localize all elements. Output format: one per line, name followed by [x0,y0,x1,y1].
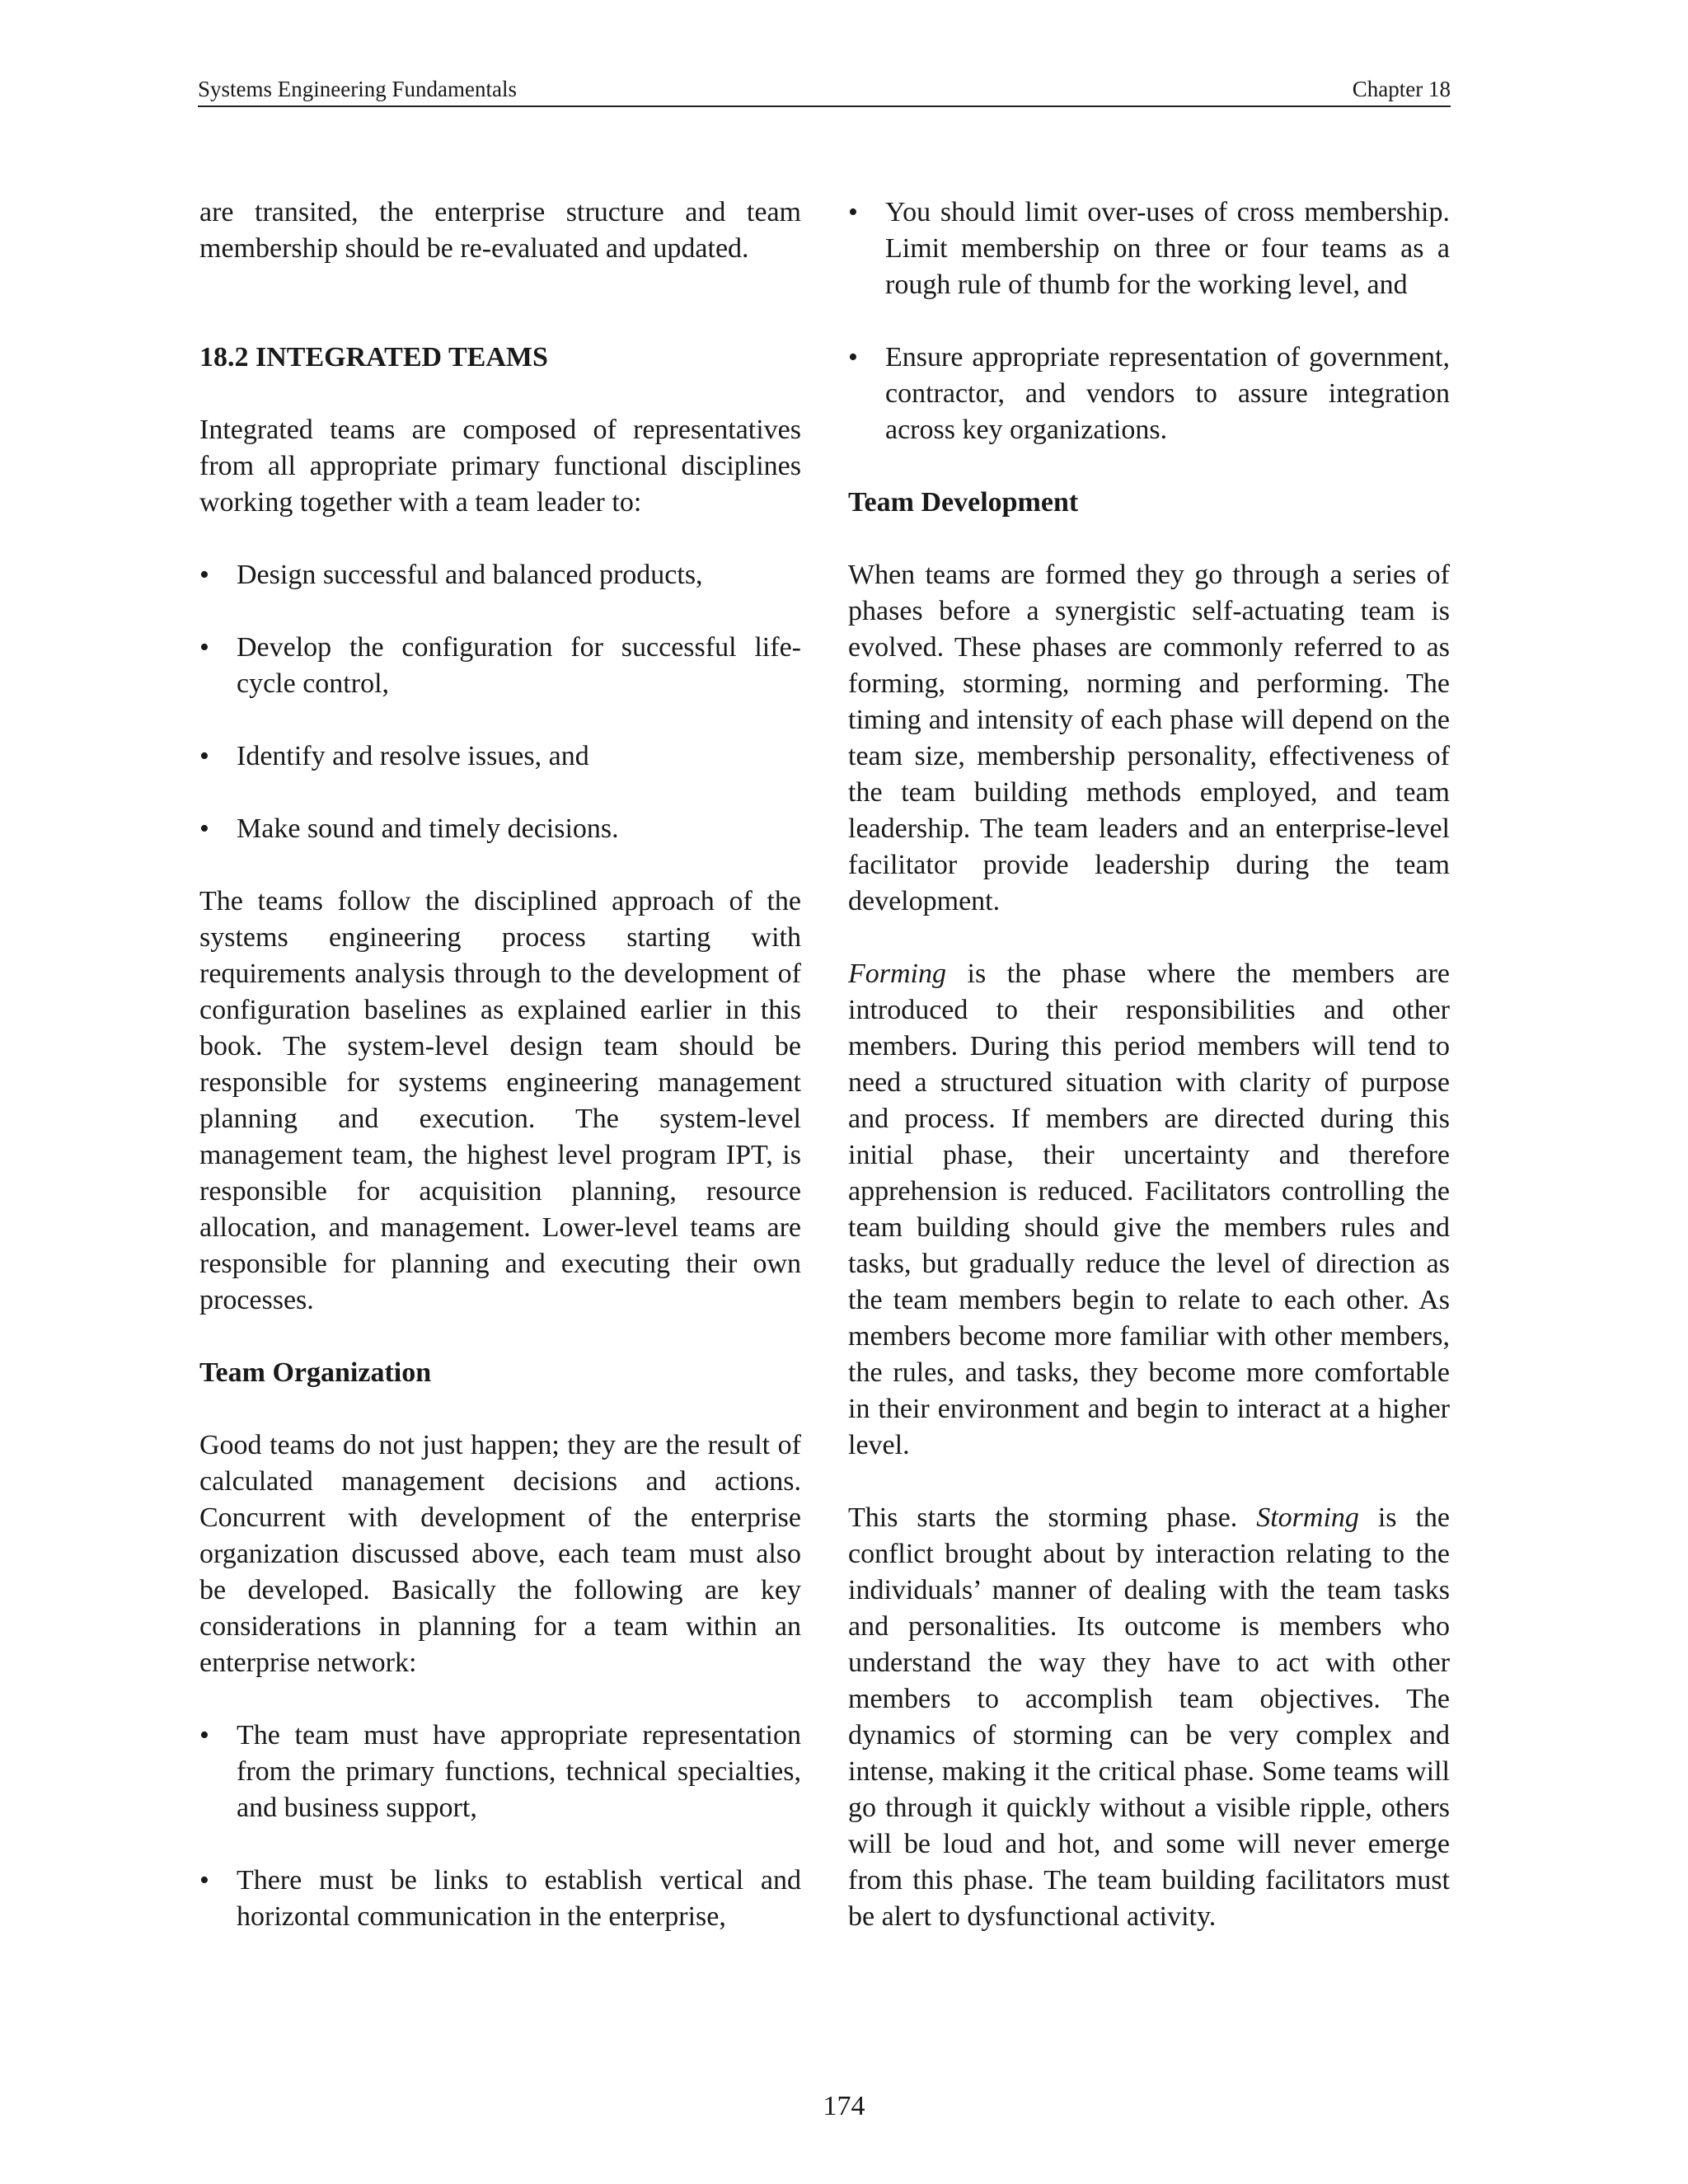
good-teams-paragraph: Good teams do not just happen; they are the result of calculated management decisions and actions. Concurrent with development of the enterprise organization discussed above, each team must also be developed. Basically the following are key considerations in planning for a team within an enterprise network: [199,1430,801,1678]
list-item: • Develop the configuration for successful life-cycle control, [199,632,801,699]
forming-paragraph: Forming is the phase where the members are introduced to their responsibilities and other members. During this period members will tend to need a structured situation with clarity of purpose and process. If members are directed during this initial phase, their uncertainty and therefore apprehension is reduced. Facilitators controlling the team building should give the members rules and tasks, but gradually reduce the level of direction as the team members begin to relate to each other. As members become more familiar with other members, the rules, and tasks, they become more comfortable in their environment and begin to interact at a higher level. [848,958,1450,1460]
list-item: • Design successful and balanced products, [199,560,703,590]
team-organization-heading: Team Organization [199,1357,432,1388]
intro-paragraph: are transited, the enterprise structure and team membership should be re-evaluated and updated. [199,197,801,264]
list-item: • Make sound and timely decisions. [199,813,619,844]
right-column [848,194,1450,1935]
list-item: • Ensure appropriate representation of government, contractor, and vendors to assure integration across key organizations. [848,342,1450,445]
list-item: • The team must have appropriate representation from the primary functions, technical specialties, and business support, [199,1720,801,1823]
list-item: • Identify and resolve issues, and [199,741,589,771]
team-considerations-list [199,1718,801,1935]
section-title: 18.2 INTEGRATED TEAMS [199,342,548,373]
header-chapter: Chapter 18 [1352,77,1451,101]
disciplined-approach-paragraph: The teams follow the disciplined approach of the systems engineering process starting with requirements analysis through to the development of configuration baselines as explained earlier in this book. The system-level design team should be responsible for systems engineering management planning and execution. The system-level management team, the highest level program IPT, is responsible for acquisition planning, resource allocation, and management. Lower-level teams are responsible for planning and executing their own processes. [199,886,801,1315]
page-number: 174 [823,2091,865,2121]
left-column [199,194,801,1971]
list-item: • You should limit over-uses of cross membership. Limit membership on three or four teams as a rough rule of thumb for the working level, and [848,197,1450,300]
team-phases-paragraph: When teams are formed they go through a series of phases before a synergistic self-actuating team is evolved. These phases are commonly referred to as forming, storming, norming and performing. The timing and intensity of each phase will depend on the team size, membership personality, effectiveness of the team building methods employed, and team leadership. The team leaders and an enterprise-level facilitator provide leadership during the team development. [848,560,1450,916]
header-book-title: Systems Engineering Fundamentals [198,77,517,101]
forming-term: Forming [848,958,946,989]
storming-paragraph: This starts the storming phase. Storming is the conflict brought about by interaction relating to the individuals’ manner of dealing with the team tasks and personalities. Its outcome is members who understand the way they have to act with other members to accomplish team objectives. The dynamics of storming can be very complex and intense, making it the critical phase. Some teams will go through it quickly without a visible ripple, others will be loud and hot, and some will never emerge from this phase. The team building facilitators must be alert to dysfunctional activity. [848,1502,1451,1932]
team-development-heading: Team Development [848,487,1079,518]
integrated-teams-paragraph: Integrated teams are composed of representatives from all appropriate primary functional disciplines working together with a team leader to: [199,415,801,518]
list-item: • There must be links to establish vertical and horizontal communication in the enterprise, [199,1865,801,1932]
team-goals-list [199,557,801,847]
storming-term: Storming [1256,1502,1359,1533]
team-considerations-list-continued [848,194,1450,448]
running-header [198,69,1451,107]
